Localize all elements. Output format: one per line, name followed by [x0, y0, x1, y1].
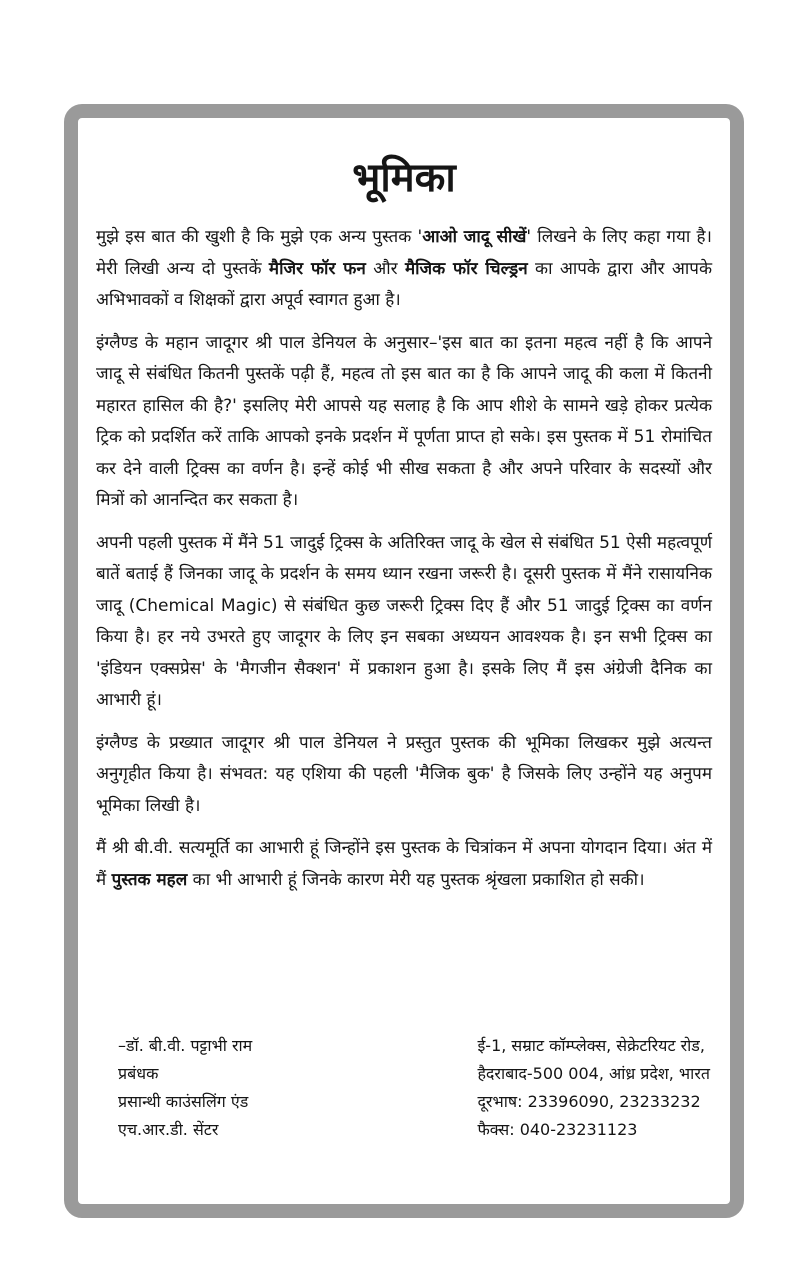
- page-content: [96, 132, 712, 1194]
- fax-number: फैक्स: 040-23231123: [477, 1120, 638, 1139]
- author-org-line-1: प्रसान्थी काउंसलिंग एंड: [118, 1092, 249, 1111]
- page-border: [64, 104, 744, 1218]
- address-block: [477, 1032, 712, 1144]
- author-name: –डॉ. बी.वी. पट्टाभी राम: [118, 1036, 253, 1055]
- address-line-1: ई-1, सम्राट कॉम्प्लेक्स, सेक्रेटरियट रोड,: [477, 1036, 705, 1055]
- book-title-aao-jadu-seekhen: आओ जादू सीखें: [422, 227, 527, 247]
- publisher-name: पुस्तक महल: [111, 869, 188, 890]
- paragraph-3: अपनी पहली पुस्तक में मैंने 51 जादुई ट्रिक्स के अतिरिक्त जादू के खेल से संबंधित 51 ऐसी महत्वपूर्ण बातें बताई हैं जिनका जादू के प्रदर्शन के समय ध्यान रखना जरूरी है। दूसरी पुस्तक में मैंने रासायनिक जादू (Chemical Magic) से संबंधित कुछ जरूरी ट्रिक्स दिए हैं और 51 जादुई ट्रिक्स का वर्णन किया है। हर नये उभरते हुए जादूगर के लिए इन सबका अध्ययन आवश्यक है। इन सभी ट्रिक्स का 'इंडियन एक्सप्रेस' के 'मैगजीन सैक्शन' में प्रकाशन हुआ है। इसके लिए मैं इस अंग्रेजी दैनिक का आभारी हूं।: [96, 532, 712, 710]
- author-role: प्रबंधक: [118, 1064, 159, 1083]
- author-org-line-2: एच.आर.डी. सेंटर: [118, 1120, 219, 1139]
- book-title-magic-for-fun: मैजिर फॉर फन: [268, 258, 366, 279]
- phone-numbers: दूरभाष: 23396090, 23233232: [477, 1092, 701, 1111]
- page-title: भूमिका: [352, 155, 456, 201]
- footer: [96, 1032, 712, 1144]
- paragraph-1: मुझे इस बात की खुशी है कि मुझे एक अन्य पुस्तक 'आओ जादू सीखें' लिखने के लिए कहा गया है। मेरी लिखी अन्य दो पुस्तकें मैजिर फॉर फन और मैजिक फॉर चिल्ड्रन का आपके द्वारा और आपके अभिभावकों व शिक्षकों द्वारा अपूर्व स्वागत हुआ है।: [96, 227, 712, 310]
- paragraph-4: इंग्लैण्ड के प्रख्यात जादूगर श्री पाल डेनियल ने प्रस्तुत पुस्तक की भूमिका लिखकर मुझे अत्यन्त अनुगृहीत किया है। संभवत: यह एशिया की पहली 'मैजिक बुक' है जिसके लिए उन्होंने यह अनुपम भूमिका लिखी है।: [96, 732, 712, 816]
- book-title-magic-for-children: मैजिक फॉर चिल्ड्रन: [404, 258, 528, 279]
- paragraph-2: इंग्लैण्ड के महान जादूगर श्री पाल डेनियल के अनुसार–'इस बात का इतना महत्व नहीं है कि आपने जादू से संबंधित कितनी पुस्तकें पढ़ी हैं, महत्व तो इस बात का है कि आपने जादू की कला में कितनी महारत हासिल की है?' इसलिए मेरी आपसे यह सलाह है कि आप शीशे के सामने खड़े होकर प्रत्येक ट्रिक को प्रदर्शित करें ताकि आपको इनके प्रदर्शन में पूर्णता प्राप्त हो सके। इस पुस्तक में 51 रोमांचित कर देने वाली ट्रिक्स का वर्णन है। इन्हें कोई भी सीख सकता है और अपने परिवार के सदस्यों और मित्रों को आनन्दित कर सकता है।: [96, 332, 712, 510]
- paragraph-5: मैं श्री बी.वी. सत्यमूर्ति का आभारी हूं जिन्होंने इस पुस्तक के चित्रांकन में अपना योगदान दिया। अंत में मैं पुस्तक महल का भी आभारी हूं जिनके कारण मेरी यह पुस्तक श्रृंखला प्रकाशित हो सकी।: [96, 838, 712, 890]
- address-line-2: हैदराबाद-500 004, आंध्र प्रदेश, भारत: [477, 1064, 710, 1083]
- signature-block: [96, 1032, 252, 1144]
